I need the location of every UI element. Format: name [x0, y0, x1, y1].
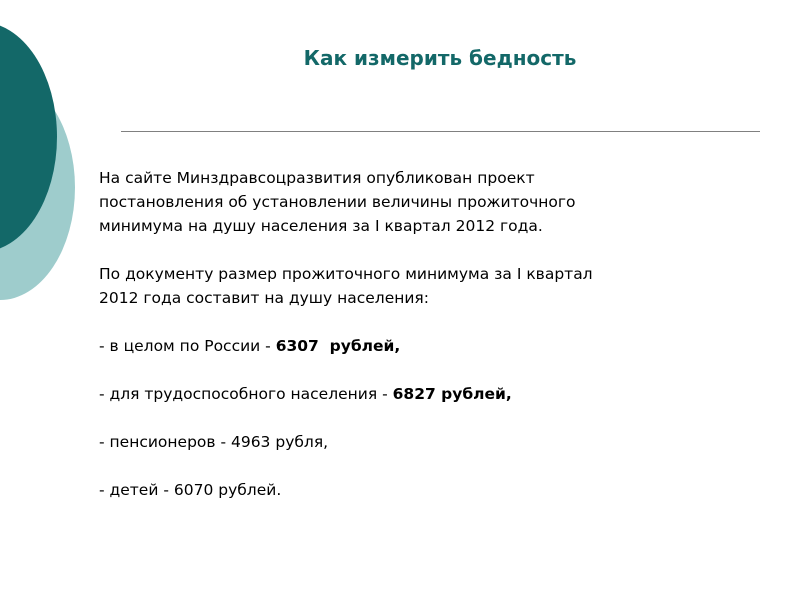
text-line: минимума на душу населения за I квартал 2012 года.	[99, 217, 543, 235]
text-line: По документу размер прожиточного минимума за I квартал	[99, 265, 593, 283]
text-line: постановления об установлении величины прожиточного	[99, 193, 576, 211]
item-label: - пенсионеров - 4963 рубля,	[99, 433, 329, 451]
text-line: 2012 года составит на душу населения:	[99, 289, 429, 307]
list-item-pensioners	[99, 430, 739, 454]
item-value: 6827 рублей,	[392, 385, 512, 403]
item-value: 6307 рублей,	[275, 337, 401, 355]
paragraph-intro	[99, 166, 739, 238]
title-divider	[121, 131, 760, 132]
list-item-children	[99, 478, 739, 502]
item-label: - в целом по России -	[99, 337, 276, 355]
slide-body	[99, 166, 739, 502]
text-line: На сайте Минздравсоцразвития опубликован проект	[99, 169, 535, 187]
list-item-working-age	[99, 382, 739, 406]
slide-title: Как измерить бедность	[303, 46, 577, 70]
item-label: - для трудоспособного населения -	[99, 385, 393, 403]
paragraph-document	[99, 262, 739, 310]
list-item-russia	[99, 334, 739, 358]
item-label: - детей - 6070 рублей.	[99, 481, 282, 499]
